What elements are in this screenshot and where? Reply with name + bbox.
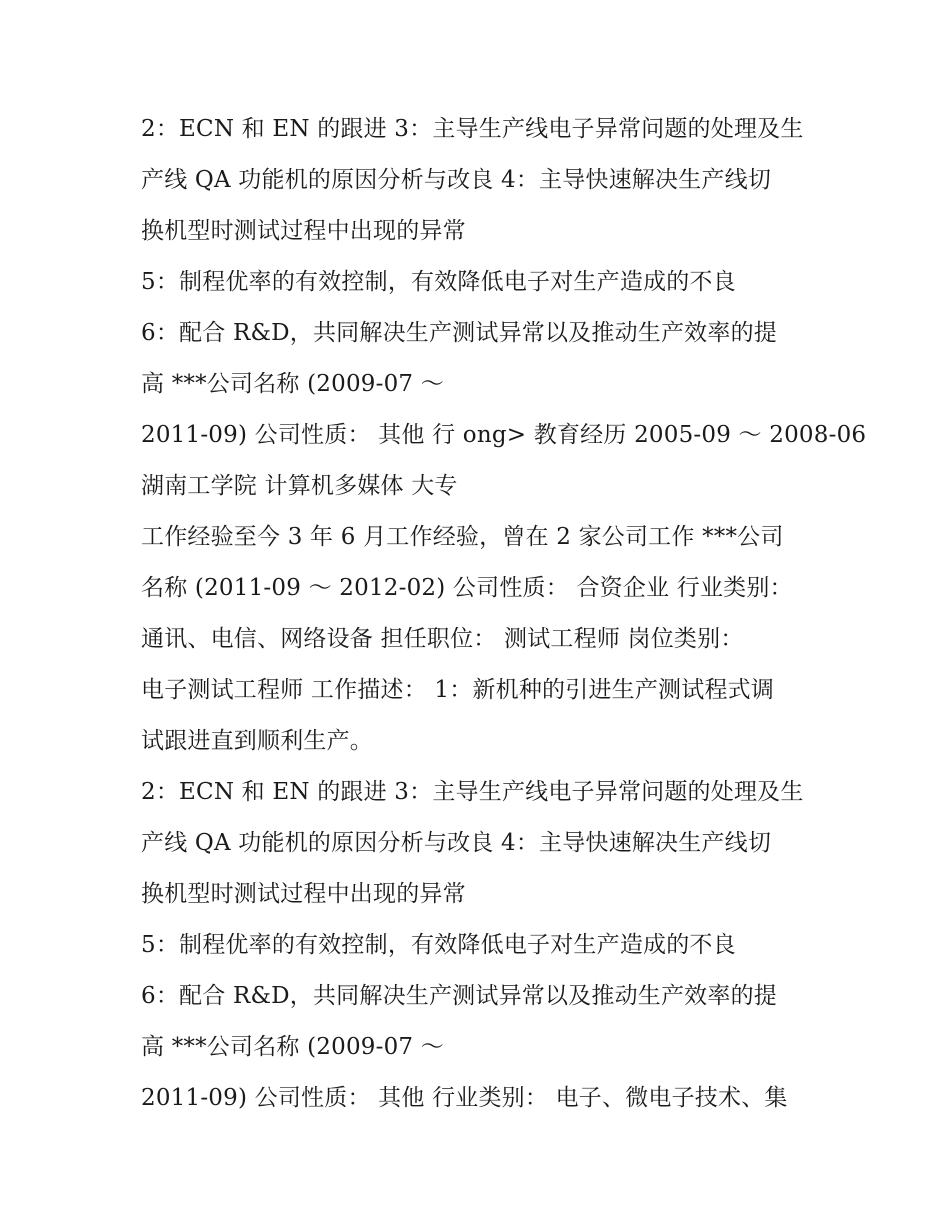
text-line: 5：制程优率的有效控制，有效降低电子对生产造成的不良 bbox=[141, 269, 736, 295]
text-line: 换机型时测试过程中出现的异常 bbox=[141, 218, 466, 244]
text-line: 2：ECN 和 EN 的跟进 3：主导生产线电子异常问题的处理及生 bbox=[141, 779, 804, 805]
resume-text-block bbox=[141, 108, 867, 1128]
text-line: 工作经验至今 3 年 6 月工作经验，曾在 2 家公司工作 ***公司 bbox=[141, 524, 784, 550]
text-line: 2011-09) 公司性质： 其他 行业类别： 电子、微电子技术、集 bbox=[141, 1085, 788, 1111]
text-line: 高 ***公司名称 (2009-07 ～ bbox=[141, 1034, 444, 1060]
text-line: 6：配合 R&D，共同解决生产测试异常以及推动生产效率的提 bbox=[141, 320, 777, 346]
text-line: 名称 (2011-09 ～ 2012-02) 公司性质： 合资企业 行业类别： bbox=[141, 575, 793, 601]
text-line: 电子测试工程师 工作描述： 1：新机种的引进生产测试程式调 bbox=[141, 677, 775, 703]
text-line: 5：制程优率的有效控制，有效降低电子对生产造成的不良 bbox=[141, 932, 736, 958]
text-line: 6：配合 R&D，共同解决生产测试异常以及推动生产效率的提 bbox=[141, 983, 777, 1009]
text-line: 2011-09) 公司性质： 其他 行 ong> 教育经历 2005-09 ～ 2008-06 bbox=[141, 422, 867, 448]
text-line: 试跟进直到顺利生产。 bbox=[141, 728, 373, 754]
text-line: 2：ECN 和 EN 的跟进 3：主导生产线电子异常问题的处理及生 bbox=[141, 116, 804, 142]
text-line: 换机型时测试过程中出现的异常 bbox=[141, 881, 466, 907]
text-line: 产线 QA 功能机的原因分析与改良 4：主导快速解决生产线切 bbox=[141, 830, 772, 856]
text-line: 高 ***公司名称 (2009-07 ～ bbox=[141, 371, 444, 397]
text-line: 产线 QA 功能机的原因分析与改良 4：主导快速解决生产线切 bbox=[141, 167, 772, 193]
text-line: 湖南工学院 计算机多媒体 大专 bbox=[141, 473, 458, 499]
text-line: 通讯、电信、网络设备 担任职位： 测试工程师 岗位类别： bbox=[141, 626, 744, 652]
